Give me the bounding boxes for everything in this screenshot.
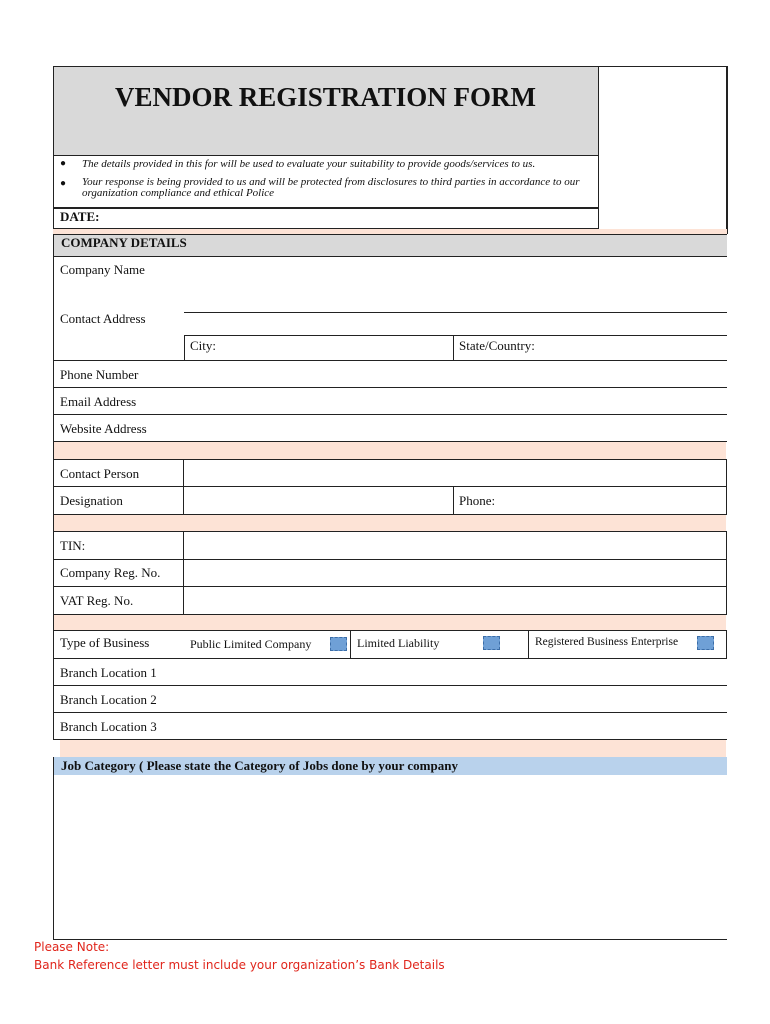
contact-person-label: Contact Person [60, 466, 140, 481]
company-name-label: Company Name [60, 262, 145, 277]
designation-label: Designation [60, 493, 123, 508]
phone-number-field[interactable] [184, 361, 726, 387]
company-reg-no-field[interactable] [184, 560, 726, 586]
phone-field[interactable] [505, 487, 726, 513]
spacer-band [60, 740, 726, 757]
contact-address-field[interactable] [184, 313, 726, 335]
branch-location-1-field[interactable] [184, 659, 726, 685]
form-title: VENDOR REGISTRATION FORM [114, 82, 537, 112]
phone-label: Phone: [459, 493, 496, 508]
city-field[interactable] [225, 336, 453, 360]
spacer-band [54, 615, 726, 630]
spacer-band [54, 442, 726, 459]
company-reg-no-label: Company Reg. No. [60, 565, 161, 580]
option-limited-liability[interactable] [351, 631, 528, 658]
date-label: DATE: [60, 209, 100, 224]
note-heading: Please Note: [34, 940, 110, 954]
company-name-field[interactable] [184, 258, 726, 312]
contact-address-label: Contact Address [60, 311, 146, 326]
website-address-label: Website Address [60, 421, 147, 436]
info-bullet-2: Your response is being provided to us and will be protected from disclosures to third parties in accordance to our organization compliance and ethical Police [82, 176, 580, 199]
checkbox-icon[interactable] [697, 636, 714, 650]
checkbox-icon[interactable] [483, 636, 500, 650]
spacer-band [54, 515, 726, 531]
checkbox-icon[interactable] [330, 637, 347, 651]
website-address-field[interactable] [184, 415, 726, 441]
note-text: Bank Reference letter must include your organization’s Bank Details [34, 958, 445, 972]
designation-field[interactable] [184, 487, 452, 513]
tin-label: TIN: [60, 538, 86, 553]
info-bullet-1: The details provided in this for will be used to evaluate your suitability to provide goods/services to us. [82, 158, 536, 170]
phone-number-label: Phone Number [60, 367, 139, 382]
contact-person-field[interactable] [184, 460, 726, 486]
branch-location-2-label: Branch Location 2 [60, 692, 157, 707]
option-registered-business-enterprise[interactable] [529, 631, 726, 658]
option-label: Limited Liability [357, 636, 440, 650]
branch-location-3-label: Branch Location 3 [60, 719, 157, 734]
job-category-title: Job Category ( Please state the Category of Jobs done by your company [61, 758, 458, 773]
state-country-field[interactable] [545, 336, 726, 360]
type-of-business-label: Type of Business [60, 635, 150, 650]
email-address-label: Email Address [60, 394, 137, 409]
branch-location-2-field[interactable] [184, 686, 726, 712]
branch-location-3-field[interactable] [184, 713, 726, 739]
city-label: City: [190, 338, 217, 353]
state-country-label: State/Country: [459, 338, 535, 353]
option-public-limited-company[interactable] [184, 631, 350, 658]
option-label: Registered Business Enterprise [535, 636, 679, 648]
email-address-field[interactable] [184, 388, 726, 414]
vat-reg-no-field[interactable] [184, 587, 726, 614]
branch-location-1-label: Branch Location 1 [60, 665, 157, 680]
section-title-company: COMPANY DETAILS [61, 235, 187, 250]
option-label: Public Limited Company [190, 637, 312, 651]
vat-reg-no-label: VAT Reg. No. [60, 593, 134, 608]
tin-field[interactable] [184, 532, 726, 559]
bullet-icon: ● [60, 158, 67, 169]
job-category-field[interactable] [54, 776, 726, 939]
bullet-icon: ● [60, 178, 67, 189]
